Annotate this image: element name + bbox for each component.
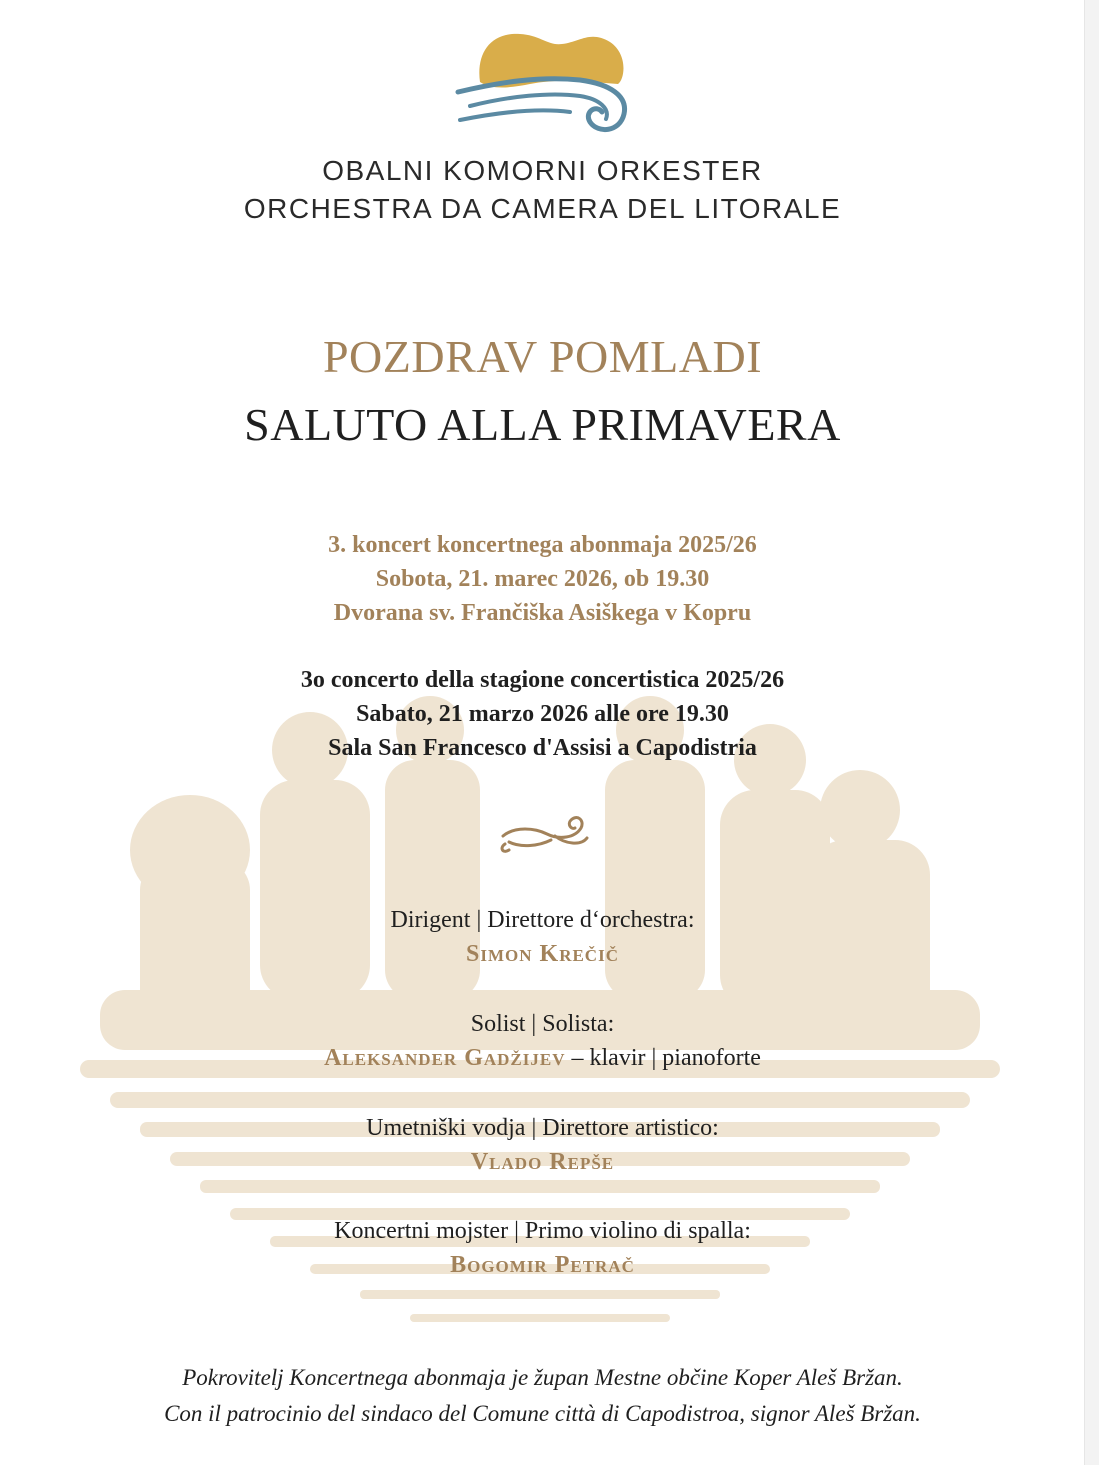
- event-date-it: Sabato, 21 marzo 2026 alle ore 19.30: [356, 701, 729, 727]
- event-venue-it: Sala San Francesco d'Assisi a Capodistria: [328, 735, 757, 761]
- credit-name: Bogomir Petrač: [450, 1252, 635, 1278]
- credit-conductor: [0, 903, 1085, 971]
- event-details-it: [0, 663, 1085, 765]
- page-edge: [1084, 0, 1099, 1465]
- credit-role: Dirigent | Direttore d‘orchestra:: [390, 907, 695, 933]
- credit-soloist: [0, 1007, 1085, 1075]
- patronage-sl: Pokrovitelj Koncertnega abonmaja je župan Mestne občine Koper Aleš Bržan.: [182, 1365, 903, 1390]
- patronage-note: [0, 1360, 1085, 1432]
- credit-name: Simon Krečič: [466, 941, 619, 967]
- event-date-sl: Sobota, 21. marec 2026, ob 19.30: [375, 566, 710, 592]
- credit-role: Koncertni mojster | Primo violino di spalla:: [334, 1218, 751, 1244]
- credit-name: Aleksander Gadžijev: [324, 1045, 566, 1071]
- concert-title-it: SALUTO ALLA PRIMAVERA: [244, 399, 841, 450]
- event-series-it: 3o concerto della stagione concertistica 2025/26: [300, 667, 785, 693]
- event-venue-sl: Dvorana sv. Frančiška Asiškega v Kopru: [333, 600, 752, 626]
- event-details-sl: [0, 528, 1085, 630]
- violin-wave-logo-icon: [450, 24, 635, 139]
- event-series-sl: 3. koncert koncertnega abonmaja 2025/26: [328, 532, 757, 558]
- organization-name-it: ORCHESTRA DA CAMERA DEL LITORALE: [243, 193, 842, 224]
- concert-title-sl: POZDRAV POMLADI: [322, 331, 763, 382]
- flourish-ornament-icon: [495, 808, 595, 858]
- credit-concertmaster: [0, 1214, 1085, 1282]
- credit-artistic-director: [0, 1111, 1085, 1179]
- patronage-it: Con il patrocinio del sindaco del Comune città di Capodistroa, signor Aleš Bržan.: [164, 1401, 921, 1426]
- organization-name-sl: OBALNI KOMORNI ORKESTER: [322, 155, 763, 186]
- credit-role: Solist | Solista:: [470, 1011, 615, 1037]
- credit-instrument: – klavir | pianoforte: [565, 1045, 761, 1071]
- credit-role: Umetniški vodja | Direttore artistico:: [366, 1115, 719, 1141]
- credit-name: Vlado Repše: [470, 1149, 615, 1175]
